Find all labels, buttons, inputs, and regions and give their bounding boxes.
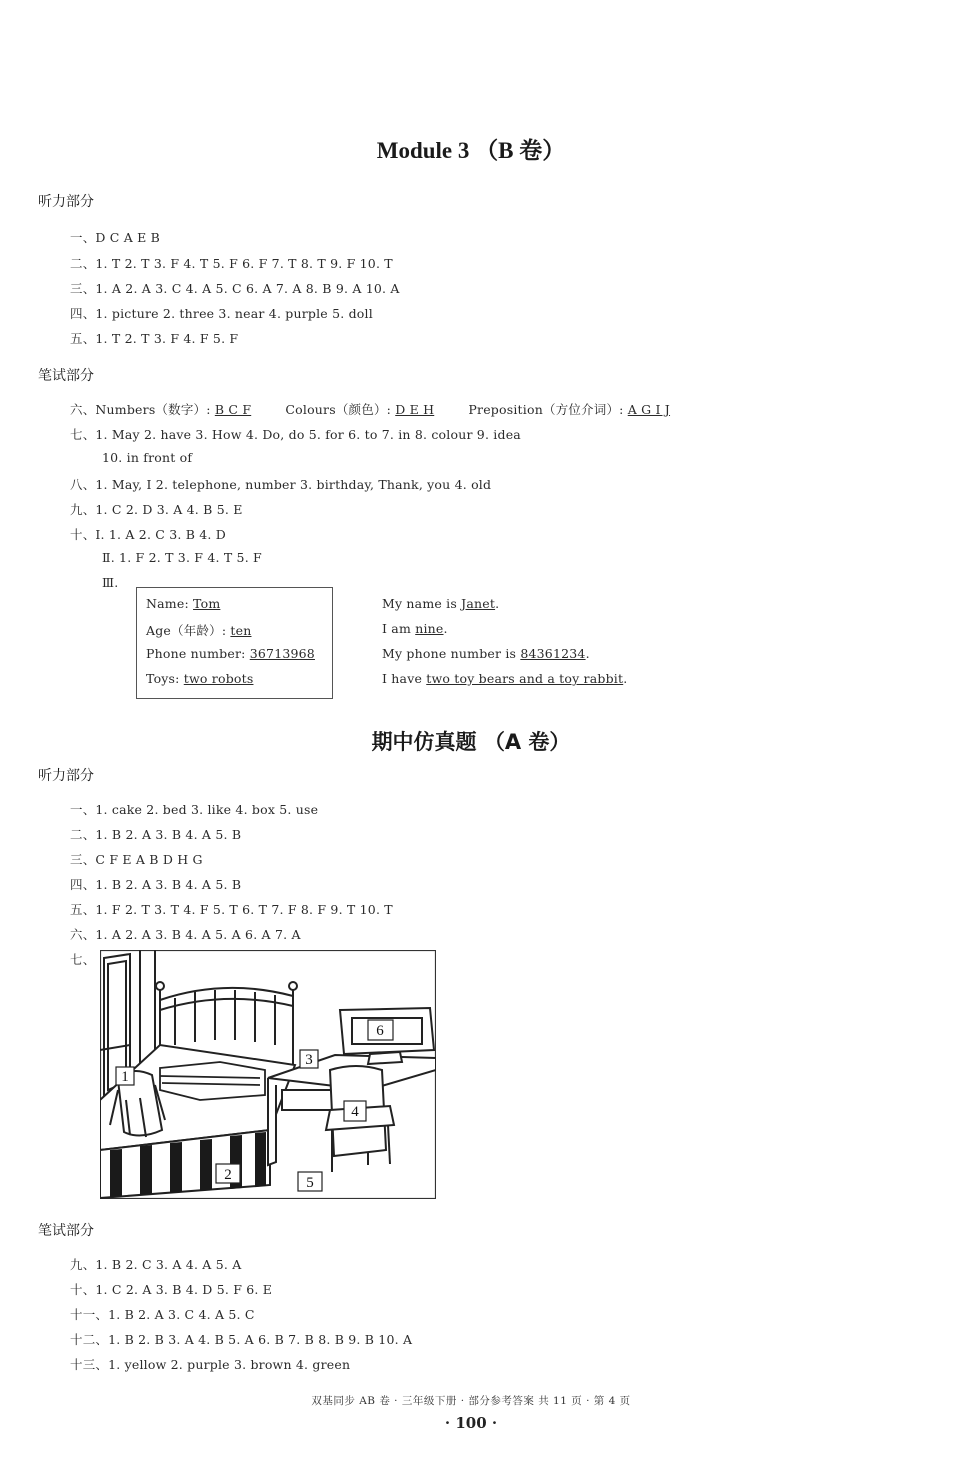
card-label: Age（年龄）: [146, 623, 231, 638]
numbers-label: 六、Numbers（数字）: [70, 402, 215, 417]
answer-line: 四、1. B 2. A 3. B 4. A 5. B [70, 877, 242, 892]
card-value: Tom [193, 596, 221, 611]
colours-label: Colours（颜色）: [285, 402, 396, 417]
answer-line: 三、1. A 2. A 3. C 4. A 5. C 6. A 7. A 8. B 9. A 10. A [70, 281, 400, 296]
card-name [146, 596, 220, 611]
card-value: ten [230, 623, 252, 638]
midterm-listening-heading: 听力部分 [38, 768, 94, 784]
filled-answer: Janet [461, 596, 496, 611]
preposition-answer: A G I J [627, 402, 671, 417]
card-label: Phone number: [146, 646, 250, 661]
answer-line: 10. in front of [102, 450, 193, 465]
filled-answer: two toy bears and a toy rabbit [426, 671, 624, 686]
module3-title: Module 3 （B 卷） [376, 138, 566, 163]
text: . [623, 671, 628, 686]
picture-label-5: 5 [306, 1175, 314, 1191]
answer-line: Ⅲ. [102, 575, 119, 590]
answer-line: 二、1. T 2. T 3. F 4. T 5. F 6. F 7. T 8. T 9. F 10. T [70, 256, 393, 271]
answer-line: 十、Ⅰ. 1. A 2. C 3. B 4. D [70, 527, 227, 542]
text: . [585, 646, 590, 661]
picture-label-3: 3 [305, 1052, 313, 1068]
card-toys [146, 671, 253, 686]
answer-line: Ⅱ. 1. F 2. T 3. F 4. T 5. F [102, 550, 262, 565]
card-phone [146, 646, 315, 661]
text: My phone number is [382, 646, 521, 661]
janet-line [382, 621, 448, 636]
page-number: · 100 · [444, 1414, 498, 1432]
janet-line [382, 596, 499, 611]
text: . [443, 621, 448, 636]
footer-line: 双基同步 AB 卷 · 三年级下册 · 部分参考答案 共 11 页 · 第 4 页 [311, 1395, 631, 1407]
card-label: Toys: [146, 671, 184, 686]
numbers-answer: B C F [214, 402, 252, 417]
midterm-writing-heading: 笔试部分 [38, 1223, 94, 1239]
answer-line: 四、1. picture 2. three 3. near 4. purple 5. doll [70, 306, 373, 321]
answer-line: 十三、1. yellow 2. purple 3. brown 4. green [70, 1357, 351, 1372]
text: My name is [382, 596, 462, 611]
janet-line [382, 646, 590, 661]
answer-line: 九、1. C 2. D 3. A 4. B 5. E [70, 502, 243, 517]
card-value: 36713968 [249, 646, 315, 661]
answer-line: 八、1. May, I 2. telephone, number 3. birthday, Thank, you 4. old [70, 477, 492, 492]
text: . [495, 596, 500, 611]
answer-line: 五、1. F 2. T 3. T 4. F 5. T 6. T 7. F 8. F 9. T 10. T [70, 902, 393, 917]
card-age [146, 621, 252, 639]
picture-label-2: 2 [224, 1167, 232, 1183]
filled-answer: nine [415, 621, 444, 636]
answer-line: 三、C F E A B D H G [70, 852, 203, 867]
answer-line-q6 [70, 400, 670, 418]
answer-line: 十二、1. B 2. B 3. A 4. B 5. A 6. B 7. B 8. B 9. B 10. A [70, 1332, 413, 1347]
answer-line: 七、 [70, 952, 96, 967]
picture-label-6: 6 [376, 1023, 384, 1039]
colours-answer: D E H [395, 402, 435, 417]
answer-line: 十、1. C 2. A 3. B 4. D 5. F 6. E [70, 1282, 273, 1297]
filled-answer: 84361234 [520, 646, 586, 661]
answer-line: 五、1. T 2. T 3. F 4. F 5. F [70, 331, 239, 346]
picture-label-1: 1 [121, 1069, 129, 1085]
answer-line: 二、1. B 2. A 3. B 4. A 5. B [70, 827, 242, 842]
preposition-label: Preposition（方位介词）: [468, 402, 628, 417]
answer-line: 一、1. cake 2. bed 3. like 4. box 5. use [70, 802, 319, 817]
card-label: Name: [146, 596, 194, 611]
module3-listening-heading: 听力部分 [38, 194, 94, 210]
text: I am [382, 621, 416, 636]
answer-line: 七、1. May 2. have 3. How 4. Do, do 5. for 6. to 7. in 8. colour 9. idea [70, 427, 521, 442]
midterm-title: 期中仿真题 （A 卷） [371, 730, 571, 754]
module3-writing-heading: 笔试部分 [38, 368, 94, 384]
answer-line: 一、D C A E B [70, 230, 161, 245]
card-value: two robots [183, 671, 254, 686]
text: I have [382, 671, 427, 686]
answer-line: 六、1. A 2. A 3. B 4. A 5. A 6. A 7. A [70, 927, 301, 942]
answer-line: 九、1. B 2. C 3. A 4. A 5. A [70, 1257, 242, 1272]
room-illustration [100, 950, 436, 1199]
picture-label-4: 4 [351, 1104, 359, 1120]
answer-line: 十一、1. B 2. A 3. C 4. A 5. C [70, 1307, 255, 1322]
janet-line [382, 671, 627, 686]
